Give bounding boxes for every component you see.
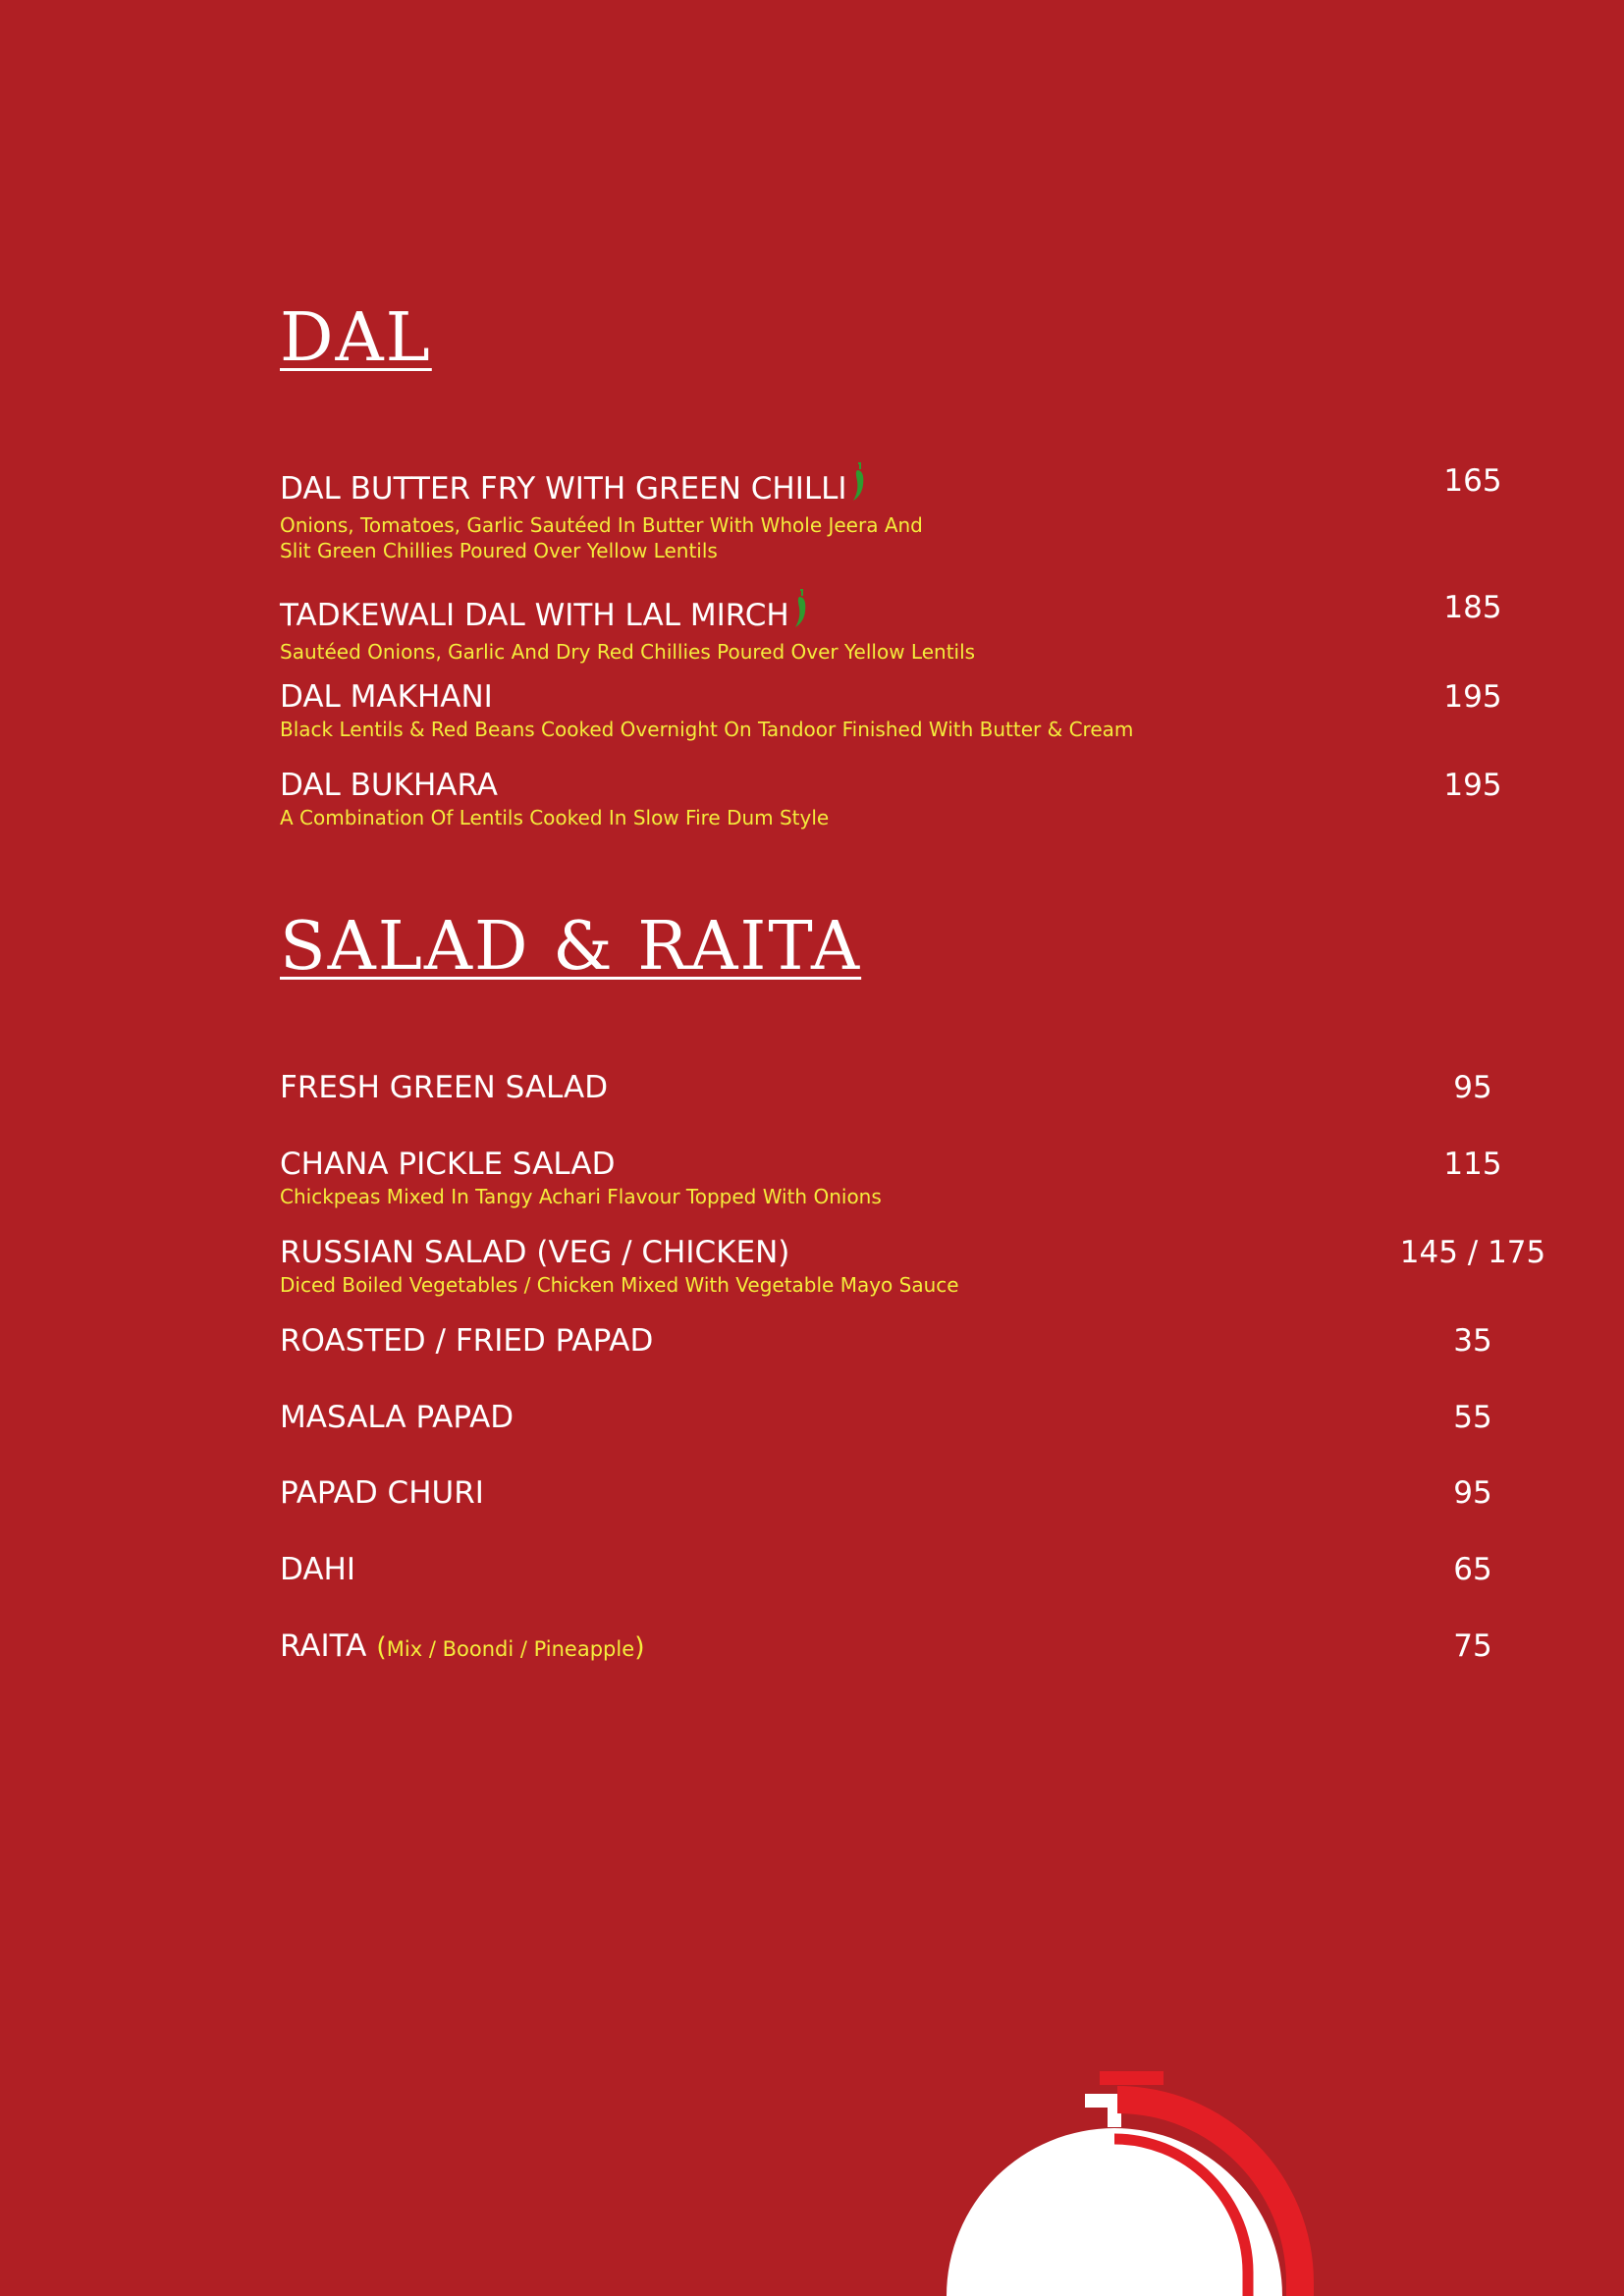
item-name: RAITA (Mix / Boondi / Pineapple) [280,1629,645,1664]
item-price: 165 [1443,463,1502,499]
item-description: Onions, Tomatoes, Garlic Sautéed In Butter With Whole Jeera And [280,513,923,537]
item-description: Slit Green Chillies Poured Over Yellow Lentils [280,539,718,562]
item-variants-note: (Mix / Boondi / Pineapple) [376,1632,645,1663]
item-price: 55 [1453,1400,1492,1435]
item-name: MASALA PAPAD [280,1400,514,1435]
item-price: 75 [1453,1629,1492,1664]
menu-item [280,1398,1507,1437]
item-name: ROASTED / FRIED PAPAD [280,1323,654,1359]
item-price: 185 [1443,590,1502,625]
menu-item [280,588,1507,665]
menu-item [280,1627,1507,1669]
dal-section-title: DAL [280,299,432,377]
green-chilli-icon [849,461,869,512]
item-name: TADKEWALI DAL WITH LAL MIRCH [280,588,1507,639]
menu-item [280,461,1507,563]
item-name: DAHI [280,1552,355,1587]
item-description: Diced Boiled Vegetables / Chicken Mixed With Vegetable Mayo Sauce [280,1273,959,1297]
menu-item [280,1550,1507,1589]
green-chilli-icon [791,588,811,639]
item-price: 195 [1443,679,1502,715]
item-description: A Combination Of Lentils Cooked In Slow Fire Dum Style [280,806,830,829]
menu-item [280,1473,1507,1513]
menu-item [280,677,1507,742]
item-name: DAL MAKHANI [280,679,493,715]
item-price: 95 [1453,1070,1492,1105]
item-name: DAL BUTTER FRY WITH GREEN CHILLI [280,461,1507,512]
item-price: 95 [1453,1475,1492,1511]
menu-item [280,766,1507,830]
item-name: PAPAD CHURI [280,1475,484,1511]
menu-item [280,1068,1507,1107]
menu-item [280,1145,1507,1209]
item-price: 65 [1453,1552,1492,1587]
menu-item [280,1233,1546,1298]
item-price: 195 [1443,768,1502,803]
salad-raita-section-title: SALAD & RAITA [280,908,862,986]
item-price: 145 / 175 [1399,1235,1546,1270]
item-name: FRESH GREEN SALAD [280,1070,609,1105]
item-name: CHANA PICKLE SALAD [280,1147,616,1182]
item-name: RUSSIAN SALAD (VEG / CHICKEN) [280,1235,790,1270]
item-name: DAL BUKHARA [280,768,498,803]
cloche-icon [943,2066,1326,2296]
item-price: 35 [1453,1323,1492,1359]
item-description: Sautéed Onions, Garlic And Dry Red Chillies Poured Over Yellow Lentils [280,640,976,664]
item-description: Black Lentils & Red Beans Cooked Overnight On Tandoor Finished With Butter & Cream [280,718,1134,741]
item-price: 115 [1443,1147,1502,1182]
item-description: Chickpeas Mixed In Tangy Achari Flavour Topped With Onions [280,1185,882,1208]
menu-item [280,1321,1507,1361]
